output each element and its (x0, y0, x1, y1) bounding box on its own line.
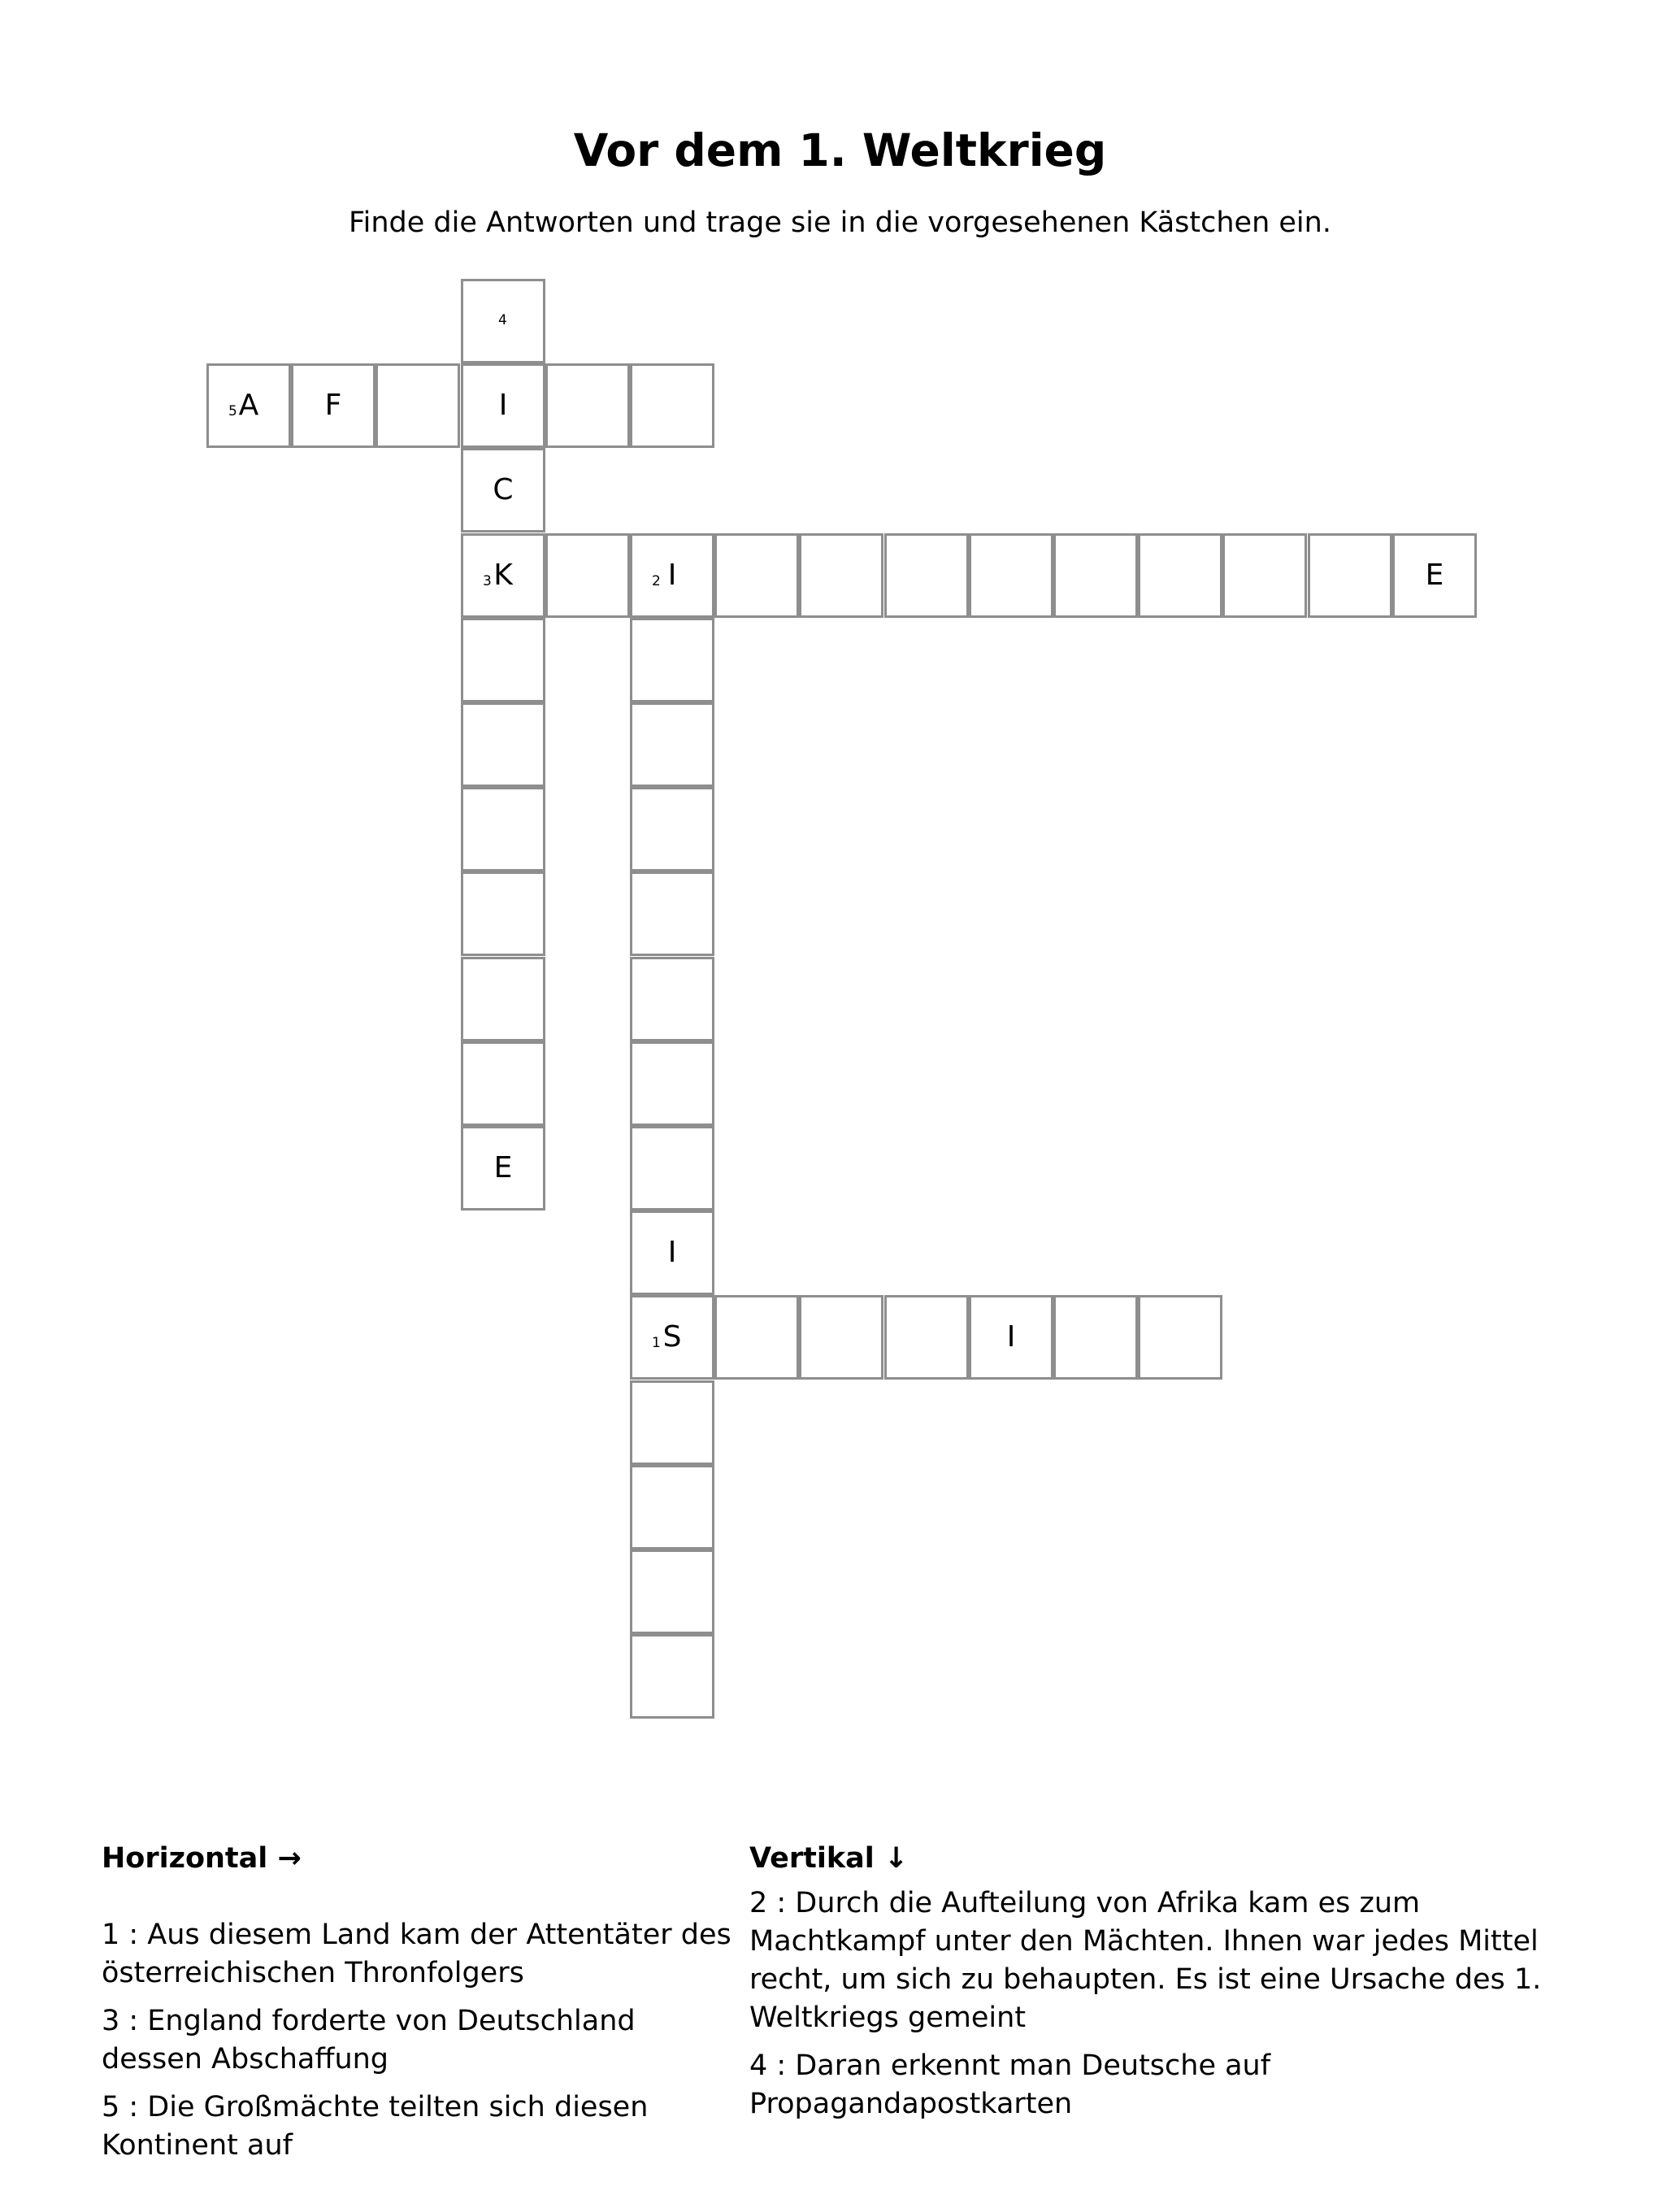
crossword-cell[interactable] (461, 363, 545, 448)
page-title: Vor dem 1. Weltkrieg (573, 124, 1107, 176)
cell-letter: C (493, 473, 514, 506)
instructions: Finde die Antworten und trage sie in die vorgesehenen Kästchen ein. (349, 206, 1331, 239)
vertical-heading: Vertikal ↓ (749, 1842, 909, 1875)
crossword-cell[interactable] (1053, 1295, 1138, 1380)
crossword-cell[interactable] (376, 363, 460, 448)
crossword-cell[interactable] (461, 1041, 545, 1126)
clue-vertical-4: 4 : Daran erkennt man Deutsche auf Propagandapostkarten (749, 2049, 1271, 2120)
crossword-cell[interactable] (461, 618, 545, 702)
crossword-cell[interactable] (630, 1465, 714, 1550)
cell-letter: I (498, 389, 508, 422)
clue-number: 2 (652, 573, 661, 589)
crossword-cell[interactable] (206, 363, 291, 448)
cell-letter: I (1006, 1320, 1016, 1354)
clue-vertical-2: 2 : Durch die Aufteilung von Afrika kam es zum Machtkampf unter den Mächten. Ihnen war jedes Mittel recht, um sich zu behaupten. Es ist eine Ursache des 1. Weltkriegs gemeint (749, 1887, 1542, 2034)
crossword-cell[interactable] (461, 702, 545, 787)
crossword-cell[interactable] (291, 363, 376, 448)
crossword-cell[interactable] (1308, 533, 1392, 618)
vertical-clues (749, 1840, 1570, 2133)
crossword-cell[interactable] (630, 957, 714, 1041)
horizontal-heading: Horizontal → (102, 1842, 302, 1875)
crossword-cell[interactable] (799, 1295, 883, 1380)
cell-letter: F (324, 389, 342, 422)
crossword-cell[interactable] (714, 1295, 799, 1380)
crossword-cell[interactable] (630, 618, 714, 702)
crossword-cell[interactable] (630, 1634, 714, 1719)
cell-letter: I (667, 559, 677, 592)
crossword-cell[interactable] (630, 1380, 714, 1465)
crossword-cell[interactable] (545, 533, 630, 618)
crossword-cell[interactable] (630, 787, 714, 871)
crossword-cell[interactable] (461, 279, 545, 363)
crossword-cell[interactable] (630, 871, 714, 956)
cell-letter: S (662, 1320, 682, 1354)
clue-horizontal-5: 5 : Die Großmächte teilten sich diesen Kontinent auf (102, 2091, 649, 2162)
crossword-cell[interactable] (545, 363, 630, 448)
clue-number: 4 (498, 312, 507, 328)
crossword-cell[interactable] (630, 533, 714, 618)
crossword-cell[interactable] (630, 1041, 714, 1126)
crossword-cell[interactable] (461, 533, 545, 618)
crossword-cell[interactable] (884, 533, 969, 618)
cell-letter: K (493, 559, 513, 592)
cell-letter: A (238, 389, 259, 422)
crossword-cell[interactable] (461, 871, 545, 956)
crossword-cell[interactable] (1392, 533, 1477, 618)
crossword-cell[interactable] (630, 363, 714, 448)
cell-letter: I (667, 1236, 677, 1269)
crossword-cell[interactable] (799, 533, 883, 618)
crossword-cell[interactable] (969, 1295, 1053, 1380)
clue-horizontal-3: 3 : England forderte von Deutschland dessen Abschaffung (102, 2005, 636, 2075)
horizontal-clues (102, 1840, 744, 2175)
crossword-cell[interactable] (630, 1550, 714, 1634)
clue-number: 1 (652, 1335, 661, 1351)
clue-number: 5 (228, 403, 237, 419)
crossword-cell[interactable] (969, 533, 1053, 618)
crossword-cell[interactable] (1138, 1295, 1222, 1380)
cell-letter: E (493, 1151, 513, 1184)
crossword-cell[interactable] (461, 787, 545, 871)
crossword-cell[interactable] (461, 448, 545, 532)
crossword-cell[interactable] (884, 1295, 969, 1380)
cell-letter: E (1425, 559, 1444, 592)
crossword-cell[interactable] (461, 957, 545, 1041)
crossword-cell[interactable] (630, 1126, 714, 1211)
crossword-cell[interactable] (1222, 533, 1307, 618)
crossword-cell[interactable] (630, 702, 714, 787)
crossword-cell[interactable] (630, 1211, 714, 1295)
clue-horizontal-1: 1 : Aus diesem Land kam der Attentäter des österreichischen Thronfolgers (102, 1919, 731, 1989)
crossword-cell[interactable] (630, 1295, 714, 1380)
crossword-cell[interactable] (714, 533, 799, 618)
crossword-cell[interactable] (1138, 533, 1222, 618)
crossword-cell[interactable] (1053, 533, 1138, 618)
clue-number: 3 (483, 573, 492, 589)
crossword-cell[interactable] (461, 1126, 545, 1211)
